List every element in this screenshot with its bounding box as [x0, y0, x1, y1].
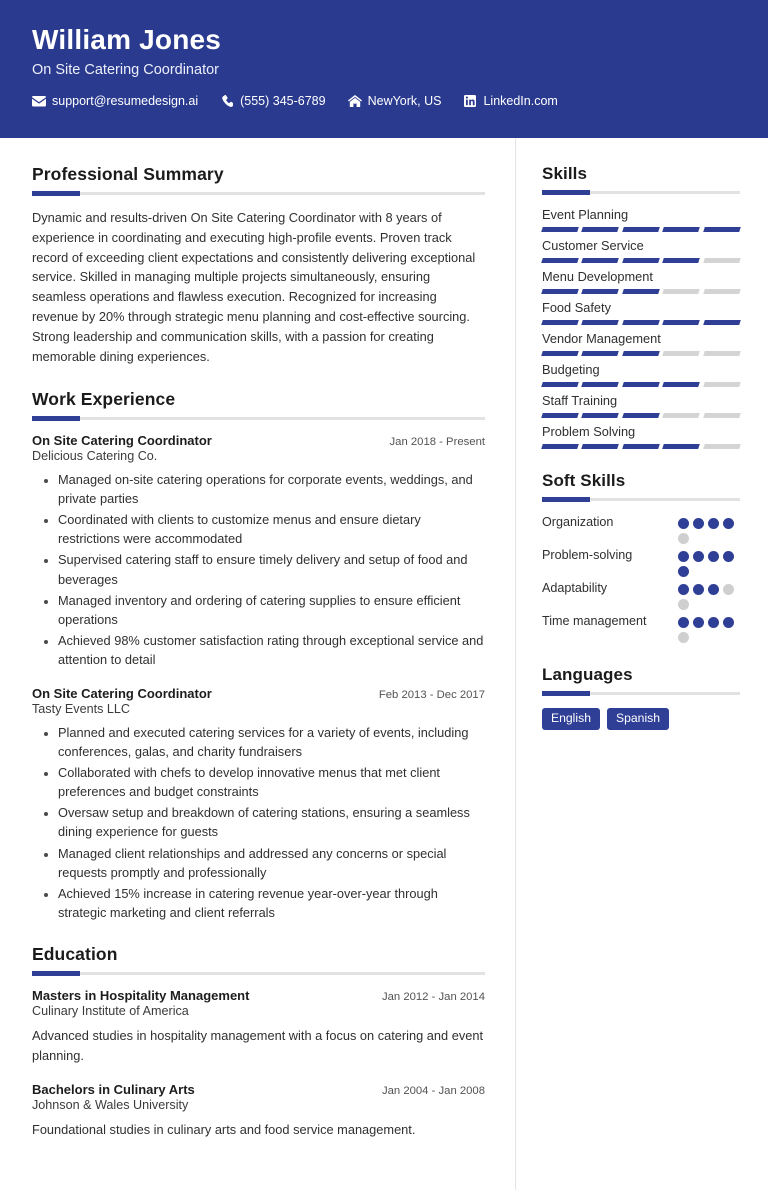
- skill-segment: [662, 444, 700, 449]
- experience-heading-rule: [32, 417, 485, 420]
- soft-skill-row: [542, 613, 740, 643]
- contact-row: [32, 94, 736, 108]
- resume-header: [0, 0, 768, 138]
- skill-segment: [622, 351, 660, 356]
- experience-bullet: • Achieved 98% customer satisfaction rating through exceptional service and attention to detail: [58, 631, 485, 669]
- skill-row: [542, 238, 740, 263]
- skill-label: Event Planning: [542, 207, 629, 222]
- soft-skill-dot: [723, 518, 734, 529]
- skill-row: [542, 269, 740, 294]
- envelope-icon: [32, 95, 46, 108]
- skill-row: [542, 424, 740, 449]
- skill-segment: [703, 413, 741, 418]
- skill-segment: [662, 413, 700, 418]
- soft-skill-label: Adaptability: [542, 581, 608, 595]
- soft-skill-label: Problem-solving: [542, 548, 633, 562]
- skill-segment: [541, 413, 579, 418]
- education-entry: [32, 988, 485, 1066]
- experience-entry-head: [32, 686, 485, 701]
- skill-row: [542, 207, 740, 232]
- contact-email[interactable]: [32, 94, 198, 108]
- education-date: Jan 2012 - Jan 2014: [381, 991, 485, 1004]
- candidate-job-title: On Site Catering Coordinator: [32, 62, 219, 79]
- experience-role: On Site Catering Coordinator: [32, 432, 212, 448]
- skill-label: Customer Service: [542, 238, 644, 253]
- education-entry-head: [32, 988, 485, 1003]
- education-school: Culinary Institute of America: [32, 1004, 189, 1019]
- skill-segment: [541, 227, 579, 232]
- skill-label: Problem Solving: [542, 424, 636, 439]
- education-date: Jan 2004 - Jan 2008: [381, 1085, 485, 1098]
- skill-label: Vendor Management: [542, 331, 661, 346]
- soft-skills-list: [542, 514, 740, 643]
- contact-linkedin-label: LinkedIn.com: [483, 94, 558, 109]
- education-description: Advanced studies in hospitality management with a focus on catering and event planning.: [32, 1028, 484, 1064]
- soft-skill-row: [542, 547, 740, 577]
- soft-skill-level-dots: [678, 580, 740, 610]
- skill-segment: [662, 227, 700, 232]
- skill-segment: [662, 382, 700, 387]
- contact-email-label: support@resumedesign.ai: [52, 94, 199, 109]
- skill-segment: [582, 444, 620, 449]
- skill-level-bar: [542, 413, 740, 418]
- main-column: [0, 138, 516, 1190]
- skill-segment: [703, 351, 741, 356]
- experience-organization: Delicious Catering Co.: [32, 448, 158, 463]
- contact-linkedin[interactable]: [463, 94, 557, 108]
- education-heading: Education: [32, 944, 118, 965]
- skill-level-bar: [542, 444, 740, 449]
- skill-segment: [622, 444, 660, 449]
- language-chip[interactable]: Spanish: [607, 708, 669, 730]
- skill-segment: [622, 320, 660, 325]
- resume-body: [0, 138, 768, 1190]
- skill-segment: [582, 382, 620, 387]
- soft-skill-level-dots: [678, 547, 740, 577]
- summary-text: Dynamic and results-driven On Site Catering Coordinator with 8 years of experience in coordinating and executing high-profile events. Proven track record of exceeding client expectations and consistently delivering exceptional service. Skilled in managing multiple projects simultaneously, ensuring seamless operations and flawless execution. Recognized for increasing revenue by 20% through strategic menu planning and cost-effective sourcing. Strong leadership and communication skills, with a passion for creating memorable dining experiences.: [32, 210, 476, 364]
- skill-segment: [703, 227, 741, 232]
- language-chip[interactable]: English: [542, 708, 600, 730]
- skill-segment: [703, 444, 741, 449]
- experience-bullet: • Coordinated with clients to customize menus and ensure dietary restrictions were accommodated: [58, 510, 485, 548]
- skills-heading: Skills: [542, 164, 588, 183]
- soft-skill-dot: [693, 551, 704, 562]
- soft-skill-dot: [678, 566, 689, 577]
- skill-label: Food Safety: [542, 300, 612, 315]
- skill-segment: [582, 320, 620, 325]
- home-icon: [348, 95, 362, 108]
- soft-skill-label: Organization: [542, 515, 614, 529]
- skill-segment: [541, 444, 579, 449]
- skills-heading-rule: [542, 191, 740, 194]
- sidebar-column: [516, 138, 768, 1190]
- section-education: [32, 944, 485, 1139]
- skill-segment: [662, 289, 700, 294]
- skill-segment: [662, 351, 700, 356]
- soft-skills-heading: Soft Skills: [542, 471, 626, 490]
- soft-skill-dot: [678, 533, 689, 544]
- languages-heading: Languages: [542, 665, 633, 684]
- soft-skill-dot: [678, 518, 689, 529]
- skill-row: [542, 331, 740, 356]
- soft-skill-dot: [708, 518, 719, 529]
- experience-date: Jan 2018 - Present: [389, 435, 485, 448]
- experience-bullet-list: [32, 723, 485, 923]
- soft-skill-dot: [678, 584, 689, 595]
- experience-entry: [32, 686, 485, 923]
- soft-skill-dot: [708, 551, 719, 562]
- education-school: Johnson & Wales University: [32, 1098, 189, 1113]
- soft-skill-row: [542, 514, 740, 544]
- contact-phone-label: (555) 345-6789: [240, 94, 326, 109]
- skill-level-bar: [542, 351, 740, 356]
- soft-skill-dot: [723, 551, 734, 562]
- soft-skill-dot: [693, 617, 704, 628]
- section-soft-skills: [542, 471, 740, 643]
- education-entry: [32, 1082, 485, 1140]
- experience-bullet: • Managed client relationships and addressed any concerns or special requests promptly and professionally: [58, 844, 485, 882]
- experience-bullet: • Achieved 15% increase in catering revenue year-over-year through strategic marketing and client referrals: [58, 884, 485, 922]
- experience-organization: Tasty Events LLC: [32, 701, 130, 716]
- soft-skill-dot: [723, 617, 734, 628]
- skill-segment: [703, 258, 741, 263]
- education-list: [32, 988, 485, 1139]
- soft-skill-dot: [708, 617, 719, 628]
- summary-heading: Professional Summary: [32, 164, 224, 184]
- skill-segment: [541, 320, 579, 325]
- skill-label: Staff Training: [542, 393, 618, 408]
- skill-segment: [662, 320, 700, 325]
- skill-level-bar: [542, 320, 740, 325]
- skill-label: Menu Development: [542, 269, 653, 284]
- skill-segment: [582, 258, 620, 263]
- phone-icon: [220, 95, 234, 108]
- education-entry-head: [32, 1082, 485, 1097]
- soft-skill-label: Time management: [542, 614, 647, 628]
- skill-label: Budgeting: [542, 362, 600, 377]
- candidate-name: William Jones: [32, 24, 222, 55]
- skill-segment: [541, 289, 579, 294]
- soft-skill-dot: [693, 518, 704, 529]
- skill-row: [542, 362, 740, 387]
- skill-segment: [622, 382, 660, 387]
- skills-list: [542, 207, 740, 449]
- skill-level-bar: [542, 289, 740, 294]
- experience-role: On Site Catering Coordinator: [32, 685, 212, 701]
- skill-segment: [703, 289, 741, 294]
- experience-list: [32, 433, 485, 923]
- skill-segment: [622, 289, 660, 294]
- education-degree: Bachelors in Culinary Arts: [32, 1082, 195, 1098]
- skill-segment: [703, 320, 741, 325]
- contact-phone[interactable]: [220, 94, 325, 108]
- experience-entry-head: [32, 433, 485, 448]
- soft-skill-dot: [708, 584, 719, 595]
- skill-segment: [582, 413, 620, 418]
- skill-segment: [541, 351, 579, 356]
- soft-skill-dot: [693, 584, 704, 595]
- section-professional-summary: [32, 164, 485, 367]
- skill-segment: [582, 351, 620, 356]
- section-skills: [542, 164, 740, 449]
- experience-bullet: • Planned and executed catering services for a variety of events, including conferences, galas, and charity fundraisers: [58, 723, 485, 761]
- skill-segment: [622, 227, 660, 232]
- education-description: Foundational studies in culinary arts and food service management.: [32, 1122, 416, 1138]
- soft-skill-level-dots: [678, 613, 740, 643]
- section-languages: [542, 665, 740, 730]
- experience-bullet: • Oversaw setup and breakdown of catering stations, ensuring a seamless dining experience for guests: [58, 803, 485, 841]
- skill-segment: [622, 258, 660, 263]
- experience-bullet: • Collaborated with chefs to develop innovative menus that met client preferences and budget constraints: [58, 763, 485, 801]
- soft-skill-dot: [678, 599, 689, 610]
- soft-skill-dot: [678, 551, 689, 562]
- skill-segment: [622, 413, 660, 418]
- skill-segment: [582, 289, 620, 294]
- soft-skill-row: [542, 580, 740, 610]
- education-heading-rule: [32, 972, 485, 975]
- skill-level-bar: [542, 382, 740, 387]
- skill-level-bar: [542, 227, 740, 232]
- experience-entry: [32, 433, 485, 670]
- skill-segment: [541, 258, 579, 263]
- skill-segment: [541, 382, 579, 387]
- experience-date: Feb 2013 - Dec 2017: [378, 688, 485, 701]
- experience-bullet: • Managed inventory and ordering of catering supplies to ensure efficient operations: [58, 591, 485, 629]
- linkedin-icon: [463, 95, 477, 108]
- experience-bullet-list: [32, 470, 485, 670]
- section-work-experience: [32, 389, 485, 923]
- contact-location-label: NewYork, US: [367, 94, 442, 109]
- skill-row: [542, 393, 740, 418]
- soft-skill-dot: [723, 584, 734, 595]
- skill-row: [542, 300, 740, 325]
- languages-list: [542, 708, 740, 730]
- skill-segment: [582, 227, 620, 232]
- soft-skill-level-dots: [678, 514, 740, 544]
- soft-skill-dot: [678, 617, 689, 628]
- experience-bullet: • Managed on-site catering operations for corporate events, weddings, and private parties: [58, 470, 485, 508]
- languages-heading-rule: [542, 692, 740, 695]
- soft-skills-heading-rule: [542, 498, 740, 501]
- summary-heading-rule: [32, 192, 485, 195]
- skill-segment: [662, 258, 700, 263]
- experience-heading: Work Experience: [32, 388, 176, 409]
- experience-bullet: • Supervised catering staff to ensure timely delivery and setup of food and beverages: [58, 550, 485, 588]
- skill-segment: [703, 382, 741, 387]
- education-degree: Masters in Hospitality Management: [32, 988, 250, 1004]
- contact-location[interactable]: [348, 94, 442, 108]
- skill-level-bar: [542, 258, 740, 263]
- soft-skill-dot: [678, 632, 689, 643]
